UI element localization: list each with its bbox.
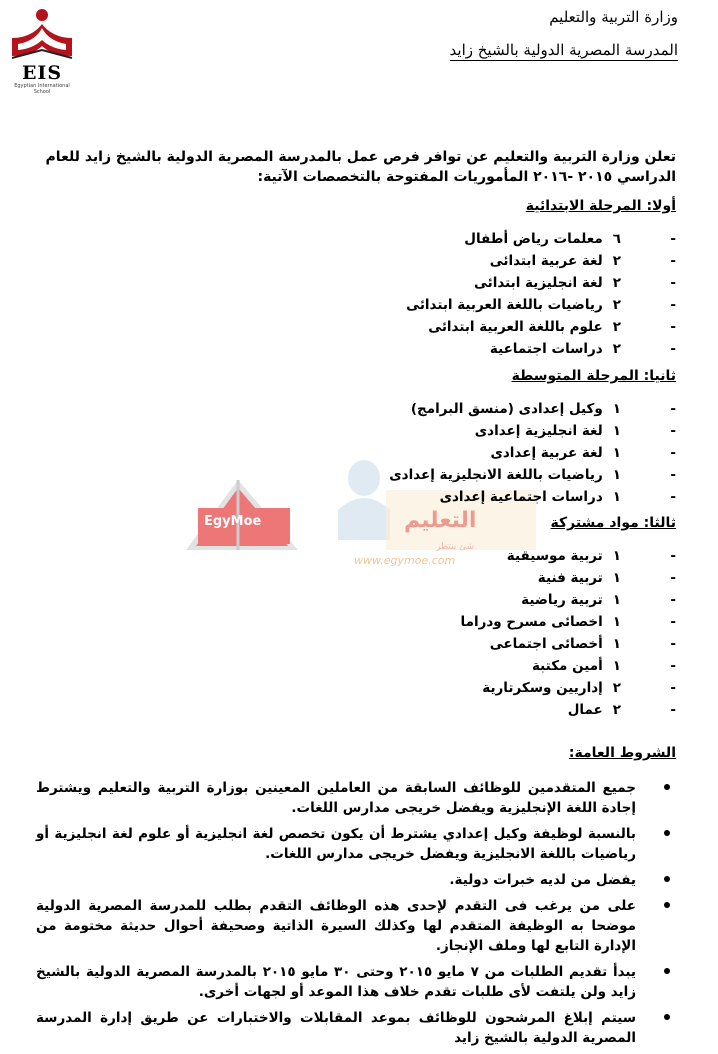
list-item: - ٢علوم باللغة العربية ابتدائى	[428, 319, 676, 335]
item-count: ٦	[612, 231, 621, 247]
item-label: لغة انجليزية ابتدائى	[474, 275, 603, 291]
item-label: دراسات اجتماعية إعدادى	[439, 489, 603, 505]
item-label: لغة انجليزية إعدادى	[474, 423, 603, 439]
list-item: - ٢عمال	[567, 702, 676, 718]
item-count: ١	[612, 548, 621, 564]
term-item	[36, 824, 676, 864]
list-item: - ١لغة عربية إعدادى	[490, 445, 676, 461]
item-label: دراسات اجتماعية	[489, 341, 603, 357]
item-count: ٢	[612, 253, 621, 269]
section-title: ثالثا: مواد مشتركة	[550, 515, 676, 531]
terms-list	[36, 778, 676, 1054]
section-title: أولا: المرحلة الابتدائية	[525, 198, 676, 214]
item-label: أخصائى اجتماعى	[489, 636, 603, 652]
item-label: اخصائى مسرح ودراما	[460, 614, 603, 630]
item-count: ١	[612, 489, 621, 505]
school-name: المدرسة المصرية الدولية بالشيخ زايد	[449, 41, 678, 59]
item-label: تربية موسيقية	[506, 548, 603, 564]
list-item: - ١لغة انجليزية إعدادى	[474, 423, 676, 439]
list-item: - ٢رياضيات باللغة العربية ابتدائى	[406, 297, 676, 313]
ministry-name: وزارة التربية والتعليم	[549, 8, 678, 26]
item-count: ١	[612, 636, 621, 652]
list-item: - ١وكيل إعدادى (منسق البرامج)	[410, 401, 676, 417]
item-count: ١	[612, 614, 621, 630]
terms-title: الشروط العامة:	[568, 745, 676, 761]
list-item: - ٦معلمات رياض أطفال	[464, 231, 676, 247]
book-flame-icon	[6, 6, 78, 64]
list-item: - ٢لغة انجليزية ابتدائى	[474, 275, 676, 291]
item-label: أمين مكتبة	[531, 658, 603, 674]
watermark-word: التعليم	[404, 508, 477, 533]
term-text: جميع المتقدمين للوظائف السابقة من العاملين المعينين بوزارة التربية والتعليم ويشترط إجادة اللغة الإنجليزية ويفضل خريجى مدارس اللغات.	[36, 780, 636, 816]
list-item: - ١اخصائى مسرح ودراما	[460, 614, 676, 630]
term-item	[36, 962, 676, 1002]
term-text: يبدأ تقديم الطلبات من ٧ مايو ٢٠١٥ وحتى ٣٠ مايو ٢٠١٥ بالمدرسة المصرية الدولية بالشيخ زايد ولن يلتفت لأى طلبات تقدم خلاف هذا الموعد أو لجهات أخرى.	[36, 964, 636, 1000]
list-item: - ١أمين مكتبة	[531, 658, 676, 674]
list-item: - ١دراسات اجتماعية إعدادى	[439, 489, 676, 505]
term-text: سيتم إبلاغ المرشحون للوظائف بموعد المقابلات والاختبارات عن طريق إدارة المدرسة المصرية الدولية بالشيخ زايد	[36, 1010, 636, 1046]
term-item	[36, 896, 676, 956]
term-text: على من يرغب فى التقدم لإحدى هذه الوظائف التقدم بطلب للمدرسة المصرية الدولية موضحا به الوظيفة المتقدم لها وكذلك السيرة الذاتية وصحيفة أحوال حديثة مختومة من الإدارة التابع لها وملف الإنجاز.	[36, 898, 636, 954]
list-item: - ٢لغة عربية ابتدائى	[489, 253, 676, 269]
item-count: ١	[612, 423, 621, 439]
logo-subtitle: Egyptian International School	[14, 83, 70, 95]
item-label: عمال	[567, 702, 603, 718]
item-label: معلمات رياض أطفال	[464, 231, 603, 247]
item-count: ٢	[612, 702, 621, 718]
list-item: - ٢إداريين وسكرتارية	[482, 680, 676, 696]
list-item: - ١تربية موسيقية	[506, 548, 676, 564]
middle-stage-list	[76, 398, 676, 508]
item-label: علوم باللغة العربية ابتدائى	[428, 319, 603, 335]
item-count: ١	[612, 570, 621, 586]
intro-paragraph: تعلن وزارة التربية والتعليم عن توافر فرص عمل بالمدرسة المصرية الدولية بالشيخ زايد للعام الدراسي ٢٠١٥ -٢٠١٦ المأموريات المفتوحة بالتخصصات الآتية:	[45, 149, 676, 185]
item-label: رياضيات باللغة الانجليزية إعدادى	[389, 467, 603, 483]
term-item	[36, 870, 676, 890]
item-label: إداريين وسكرتارية	[482, 680, 603, 696]
item-count: ٢	[612, 297, 621, 313]
item-label: رياضيات باللغة العربية ابتدائى	[406, 297, 603, 313]
primary-stage-list	[76, 228, 676, 360]
item-count: ١	[612, 445, 621, 461]
item-count: ٢	[612, 341, 621, 357]
section-title: ثانيا: المرحلة المتوسطة	[511, 368, 676, 384]
shared-subjects-list	[76, 545, 676, 721]
logo-abbreviation: EIS	[21, 62, 63, 84]
list-item: - ٢دراسات اجتماعية	[489, 341, 676, 357]
list-item: - ١تربية رياضية	[521, 592, 676, 608]
watermark-url: www.egymoe.com	[354, 554, 456, 567]
item-label: وكيل إعدادى (منسق البرامج)	[410, 401, 603, 417]
item-count: ٢	[612, 319, 621, 335]
item-label: لغة عربية إعدادى	[490, 445, 603, 461]
term-text: يفضل من لديه خبرات دولية.	[449, 872, 636, 888]
school-logo	[6, 6, 78, 95]
watermark-tagline: شئ ينتظر	[436, 542, 475, 552]
list-item: - ١أخصائى اجتماعى	[489, 636, 676, 652]
list-item: - ١تربية فنية	[537, 570, 676, 586]
term-item	[36, 1008, 676, 1048]
term-text: بالنسبة لوظيفة وكيل إعدادي يشترط أن يكون تخصص لغة انجليزية أو علوم لغة انجليزية أو رياضيات باللغة الانجليزية ويفضل خريجى مدارس اللغات.	[36, 826, 636, 862]
term-item	[36, 778, 676, 818]
item-count: ٢	[612, 275, 621, 291]
item-count: ١	[612, 467, 621, 483]
item-label: لغة عربية ابتدائى	[489, 253, 603, 269]
item-label: تربية فنية	[537, 570, 603, 586]
item-count: ٢	[612, 680, 621, 696]
list-item: - ١رياضيات باللغة الانجليزية إعدادى	[389, 467, 676, 483]
item-count: ١	[612, 658, 621, 674]
item-label: تربية رياضية	[521, 592, 603, 608]
item-count: ١	[612, 401, 621, 417]
item-count: ١	[612, 592, 621, 608]
watermark-brand: EgyMoe	[204, 514, 262, 529]
